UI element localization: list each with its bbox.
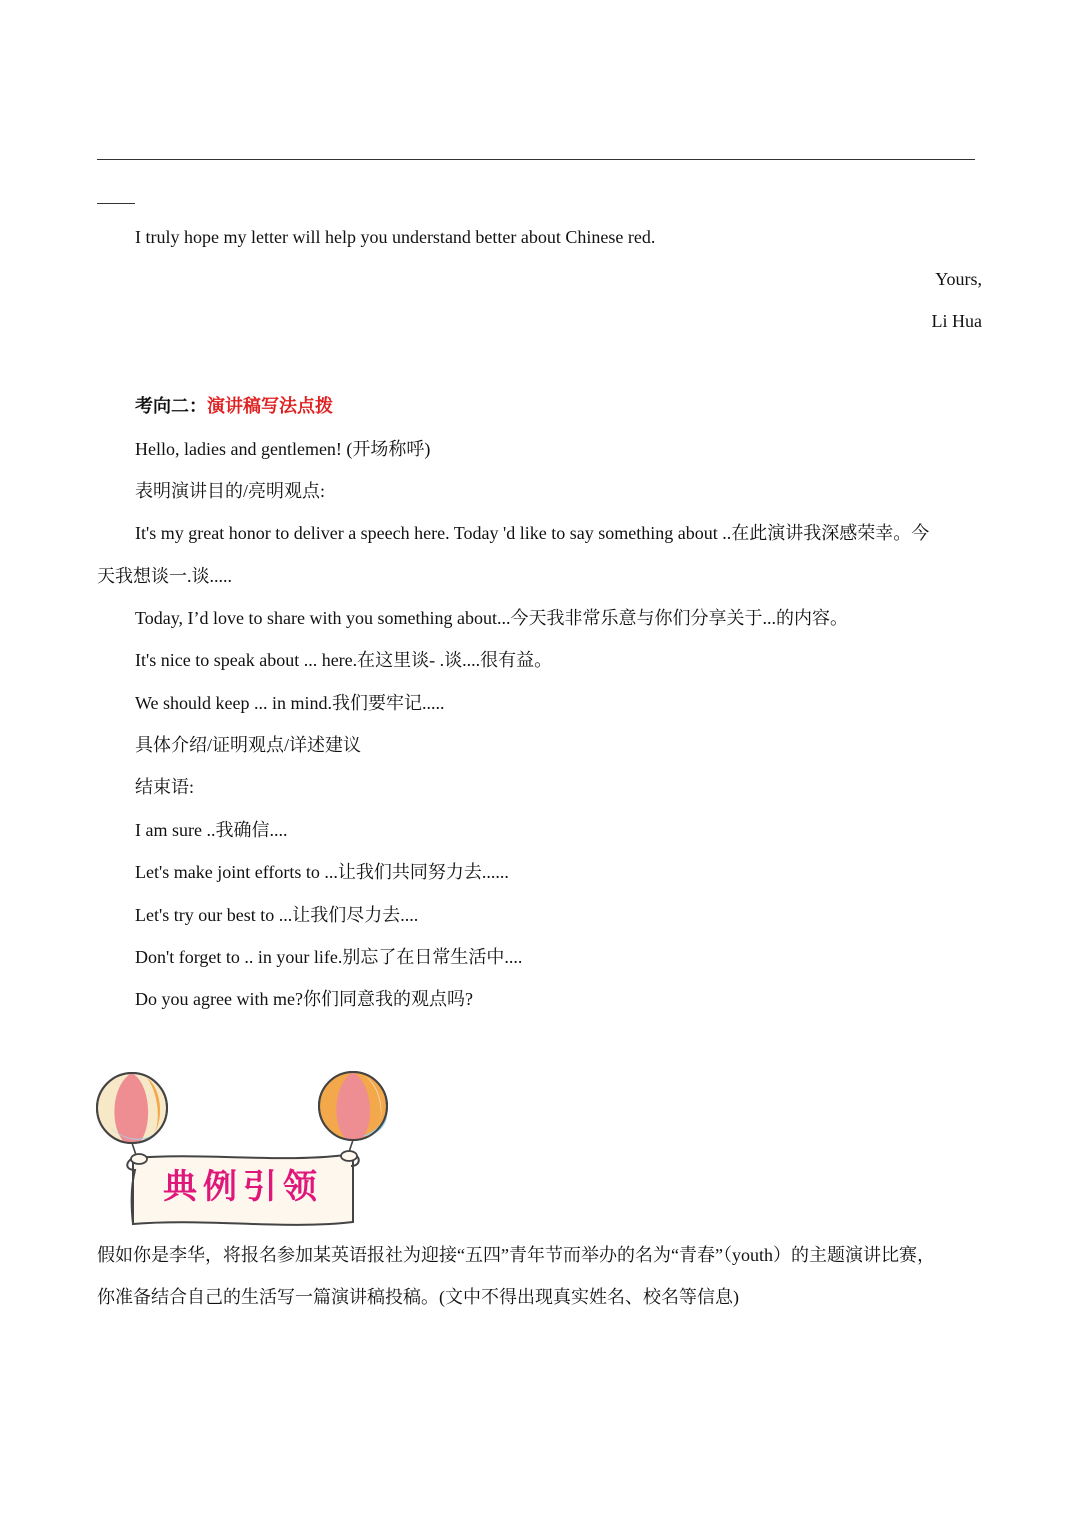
speech-best: Let's try our best to ...让我们尽力去.... — [135, 905, 419, 925]
speech-honor-line: It's my great honor to deliver a speech here. Today 'd like to say something about ..在此演讲我深感荣幸。今 — [135, 523, 930, 543]
speech-forget: Don't forget to .. in your life.别忘了在日常生活中.... — [135, 947, 523, 967]
speech-keep: We should keep ... in mind.我们要牢记..... — [135, 693, 445, 713]
speech-efforts: Let's make joint efforts to ...让我们共同努力去...... — [135, 862, 509, 882]
speech-ending-heading: 结束语: — [135, 777, 195, 797]
speech-sure: I am sure ..我确信.... — [135, 820, 288, 840]
right-balloon-icon — [319, 1072, 387, 1158]
answer-blank-line — [97, 159, 975, 160]
speech-nice: It's nice to speak about ... here.在这里谈- .谈....很有益。 — [135, 650, 553, 670]
letter-signoff: Yours, — [935, 269, 982, 289]
letter-closing-sentence: I truly hope my letter will help you understand better about Chinese red. — [135, 227, 656, 247]
section-label: 考向二： — [135, 396, 207, 416]
letter-signature: Li Hua — [931, 311, 982, 331]
task-line-2: 你准备结合自己的生活写一篇演讲稿投稿。(文中不得出现真实姓名、校名等信息) — [97, 1287, 739, 1307]
speech-purpose-heading: 表明演讲目的/亮明观点: — [135, 481, 326, 501]
task-line-1: 假如你是李华，将报名参加某英语报社为迎接“五四”青年节而举办的名为“青春”（youth）的主题演讲比赛， — [97, 1245, 935, 1265]
speech-agree: Do you agree with me?你们同意我的观点吗? — [135, 989, 473, 1009]
example-banner — [95, 1066, 395, 1231]
section-title: 演讲稿写法点拨 — [207, 396, 333, 416]
section-heading — [135, 394, 333, 418]
banner-title: 典例引领 — [163, 1167, 323, 1207]
answer-blank-line-short — [97, 203, 135, 204]
speech-greeting: Hello, ladies and gentlemen! (开场称呼) — [135, 439, 431, 459]
left-balloon-icon — [97, 1073, 167, 1158]
speech-body-heading: 具体介绍/证明观点/详述建议 — [135, 735, 362, 755]
speech-honor-line-continued: 天我想谈一.谈..... — [97, 566, 232, 586]
speech-share: Today, I’d love to share with you something about...今天我非常乐意与你们分享关于...的内容。 — [135, 608, 849, 628]
